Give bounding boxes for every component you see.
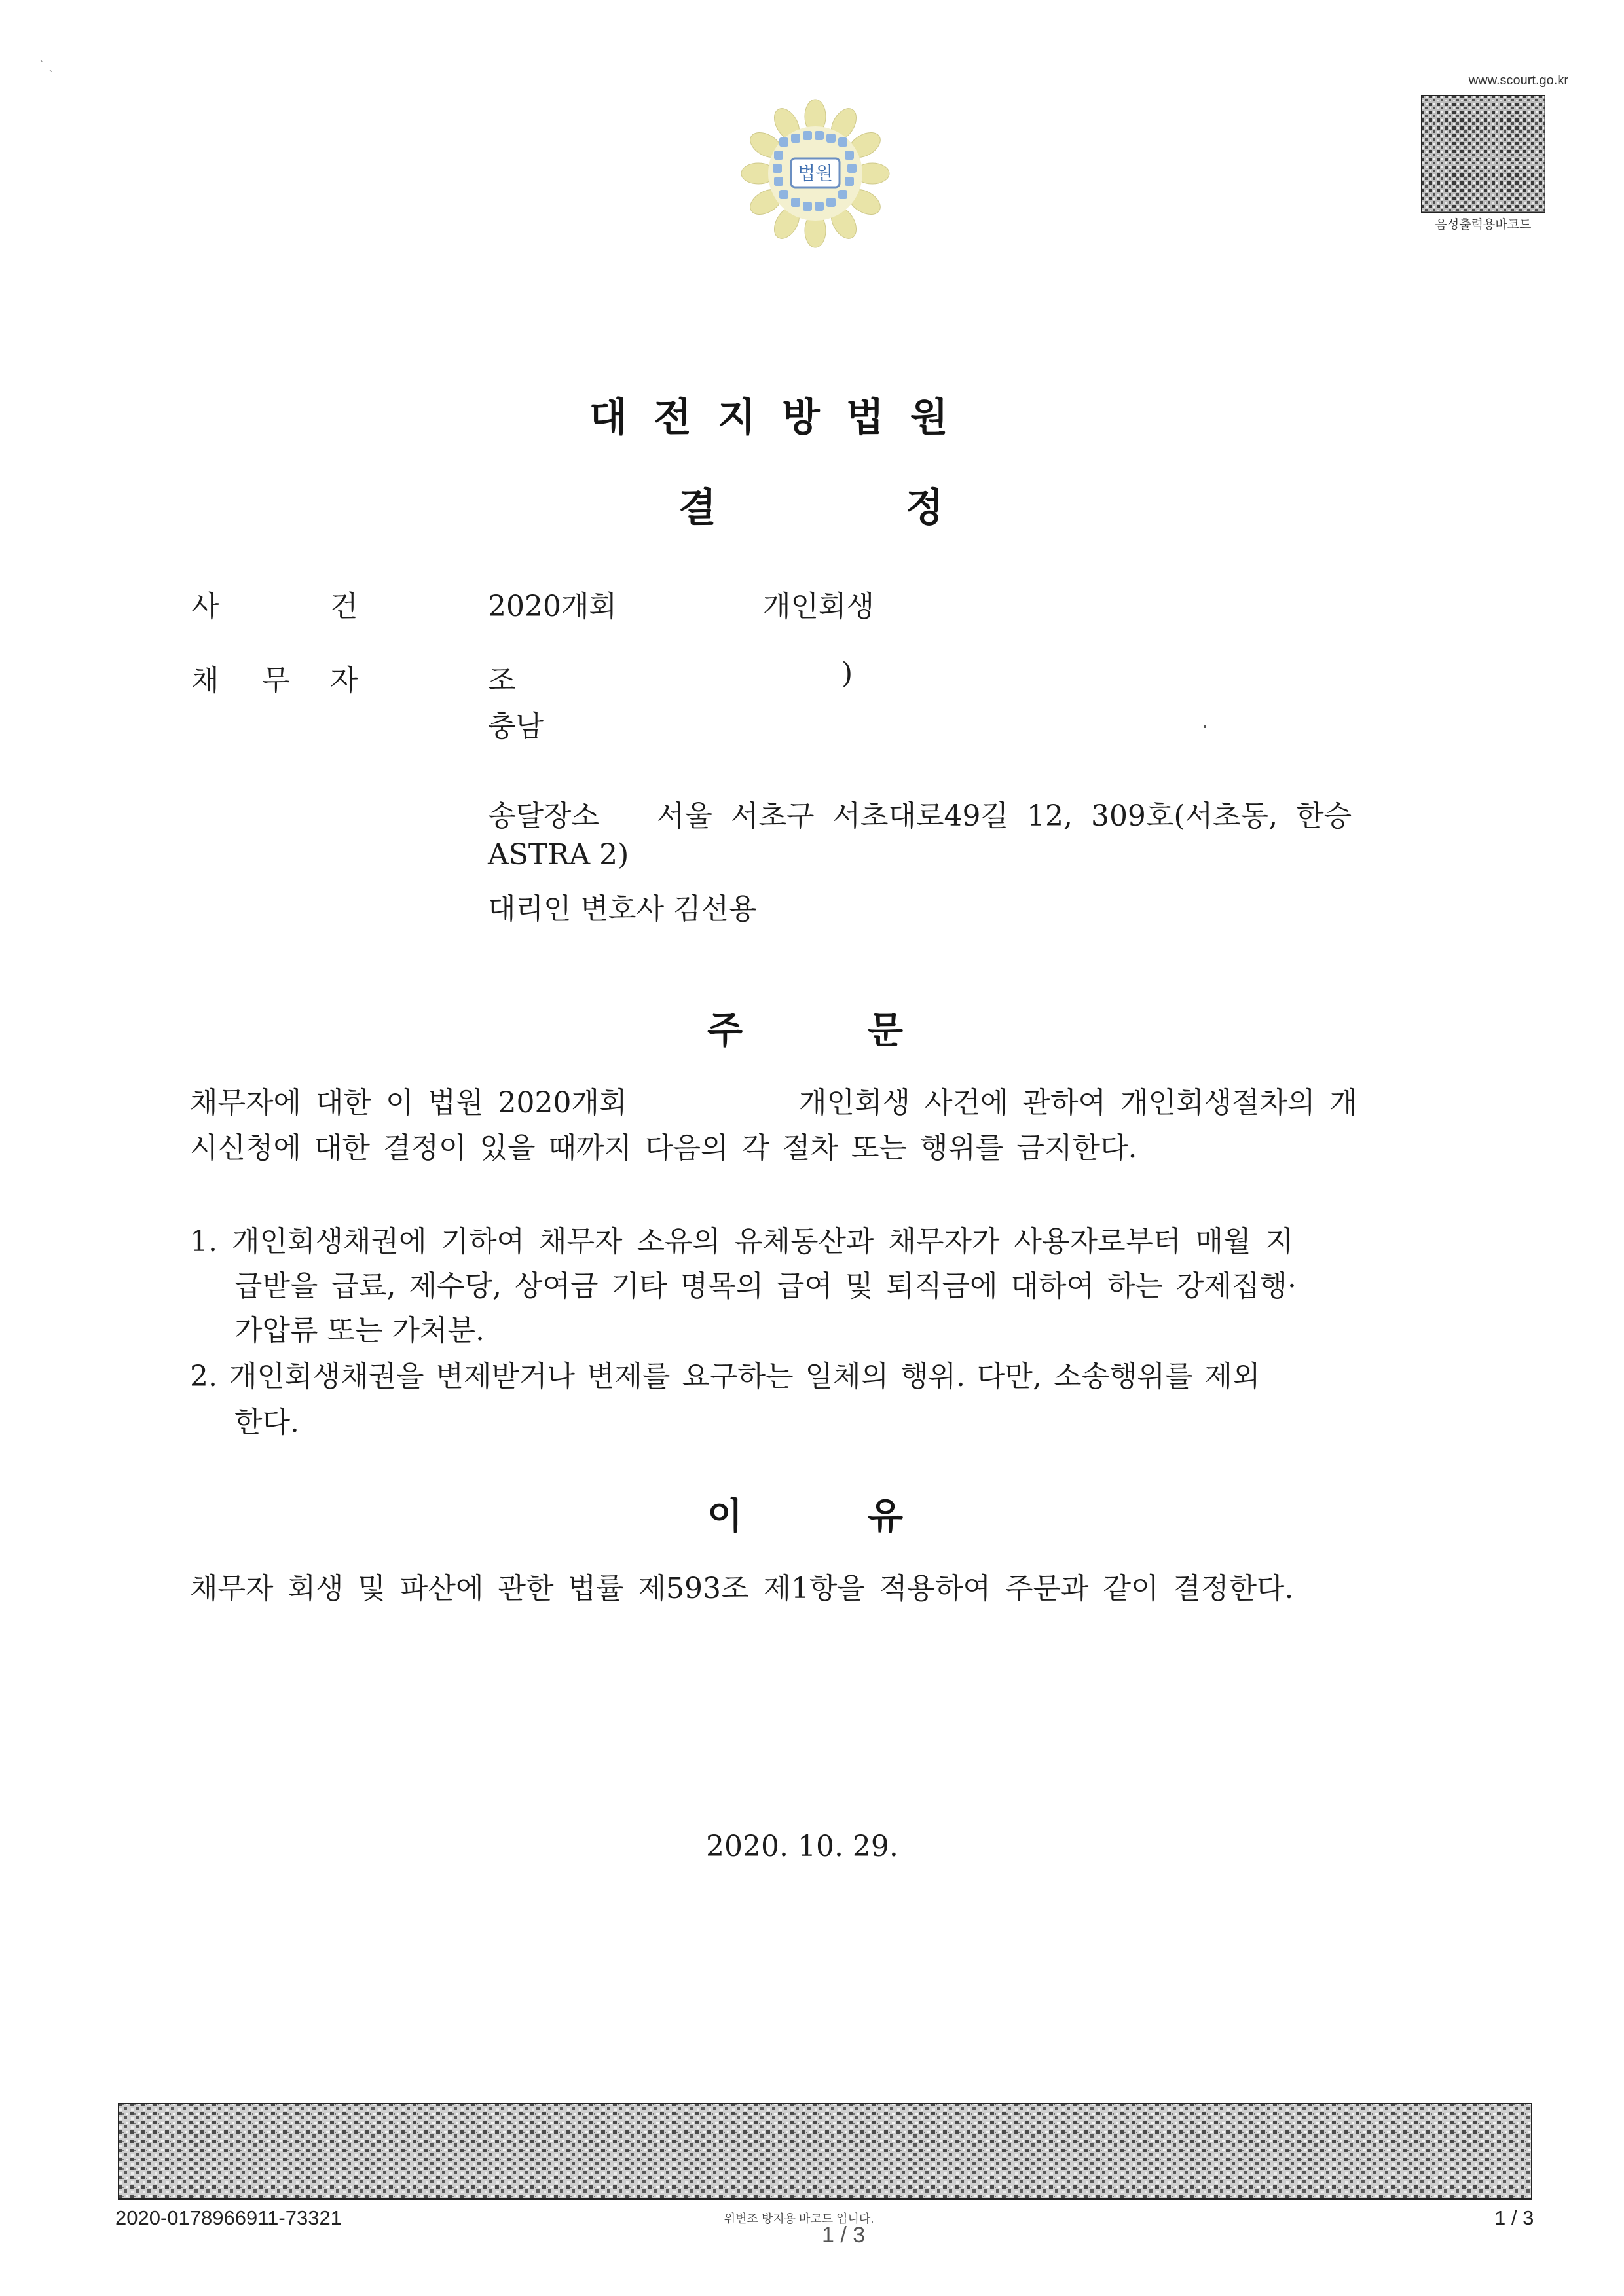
order-intro-line1-b: 개인회생 사건에 관하여 개인회생절차의 개 [799, 1086, 1358, 1120]
debtor-name: 조 [488, 664, 516, 697]
document-type-right: 정 [906, 485, 944, 531]
decision-date: 2020. 10. 29. [706, 1830, 898, 1863]
order-item-2-line2: 한다. [234, 1406, 299, 1439]
debtor-label-a: 채 [191, 664, 219, 697]
order-heading-right: 문 [868, 1010, 904, 1052]
voice-barcode-icon [1421, 95, 1545, 213]
qr-caption: 음성출력용바코드 [1435, 218, 1532, 232]
debtor-name-tail: ) [841, 657, 853, 690]
case-number: 2020개회 [488, 590, 617, 623]
case-type: 개인회생 [763, 590, 875, 623]
debtor-agent: 대리인 변호사 김선용 [488, 892, 757, 926]
order-heading-left: 주 [707, 1010, 743, 1052]
reason-heading-left: 이 [707, 1495, 743, 1538]
order-intro-line2: 시신청에 대한 결정이 있을 때까지 다음의 각 절차 또는 행위를 금지한다. [190, 1131, 1137, 1165]
debtor-label-c: 자 [330, 664, 358, 697]
service-address-line2: ASTRA 2) [488, 838, 629, 871]
emblem-text: 법원 [797, 162, 834, 184]
qr-url: www.scourt.go.kr [1468, 73, 1568, 88]
document-id: 2020-0178966911-73321 [115, 2206, 342, 2229]
page-number-right: 1 / 3 [1494, 2206, 1534, 2229]
scan-speck: ` ˎ [39, 59, 53, 73]
order-item-1-line2: 급받을 급료, 제수당, 상여금 기타 명목의 급여 및 퇴직금에 대하여 하는 강제집행· [234, 1269, 1297, 1303]
service-address-line1: 서울 서초구 서초대로49길 12, 309호(서초동, 한승 [657, 799, 1352, 833]
order-intro-line1-a: 채무자에 대한 이 법원 2020개회 [190, 1086, 627, 1120]
service-label: 송달장소 [488, 799, 600, 833]
scan-dot [1204, 725, 1206, 728]
debtor-label-b: 무 [262, 664, 290, 697]
reason-heading-right: 유 [868, 1495, 904, 1538]
case-label-b: 건 [330, 590, 358, 623]
order-item-1-line1: 1. 개인회생채권에 기하여 채무자 소유의 유체동산과 채무자가 사용자로부터 매월 지 [190, 1225, 1293, 1258]
case-label-a: 사 [191, 590, 219, 623]
reason-text: 채무자 회생 및 파산에 관한 법률 제593조 제1항을 적용하여 주문과 같이 결정한다. [190, 1572, 1294, 1605]
order-item-2-line1: 2. 개인회생채권을 변제받거나 변제를 요구하는 일체의 행위. 다만, 소송행위를 제외 [190, 1360, 1261, 1393]
court-emblem-icon [740, 98, 891, 249]
order-item-1-line3: 가압류 또는 가처분. [234, 1314, 485, 1347]
document-type-left: 결 [678, 485, 716, 531]
debtor-region: 충남 [488, 710, 544, 743]
court-name: 대전지방법원 [589, 395, 974, 441]
barcode-notice: 위변조 방지용 바코드 입니다. [724, 2212, 874, 2225]
page-number-center: 1 / 3 [822, 2223, 866, 2248]
anti-forgery-barcode-icon [118, 2103, 1532, 2200]
